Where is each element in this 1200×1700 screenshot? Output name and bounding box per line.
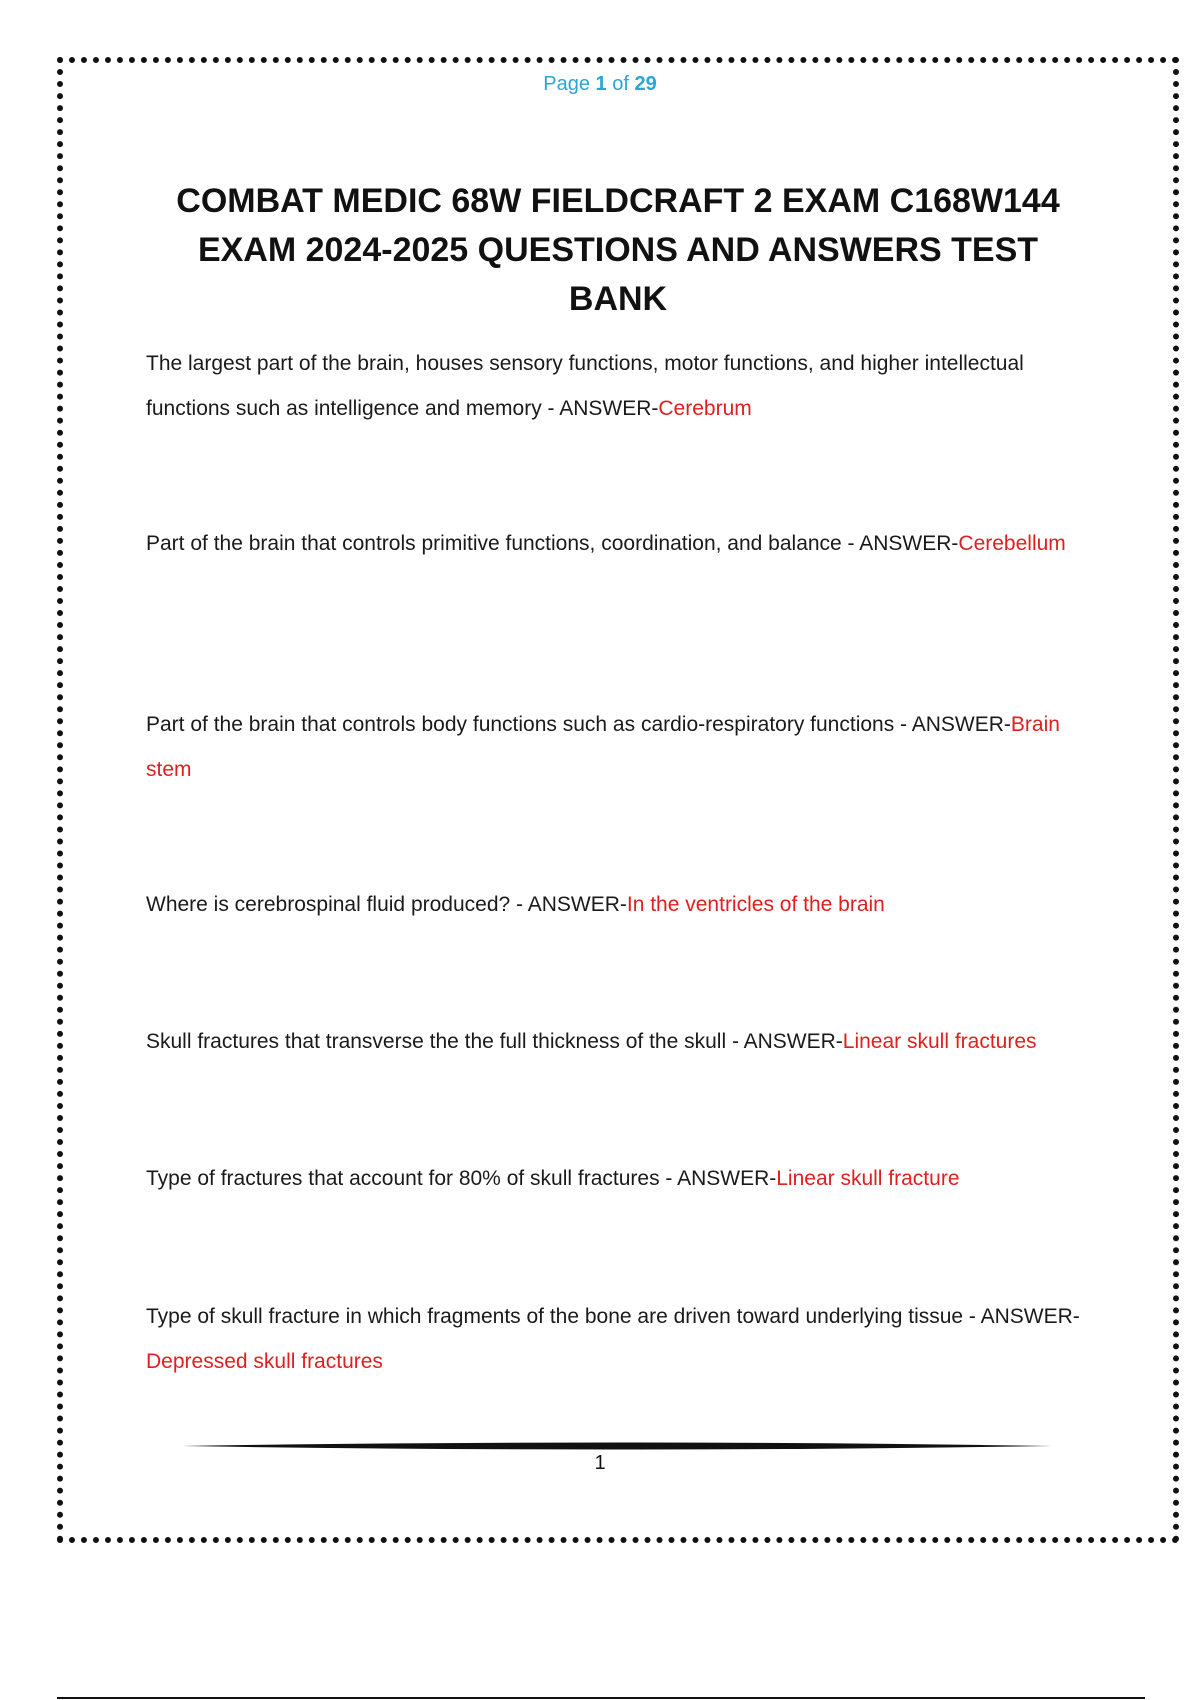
- current-page: 1: [595, 73, 607, 95]
- page-label: Page: [543, 73, 590, 95]
- question-item: [146, 702, 1091, 792]
- question-item: [146, 882, 1091, 927]
- question-answer: Cerebrum: [658, 397, 752, 420]
- next-page-divider: [57, 1697, 1145, 1699]
- document-title: COMBAT MEDIC 68W FIELDCRAFT 2 EXAM C168W144 EXAM 2024-2025 QUESTIONS AND ANSWERS TEST BANK: [176, 182, 1060, 318]
- page-number: 1: [594, 1452, 606, 1474]
- total-pages: 29: [634, 73, 657, 95]
- footer-divider: [182, 1440, 1052, 1452]
- question-answer: Brain stem: [146, 713, 1060, 781]
- question-item: [146, 1294, 1091, 1384]
- of-label: of: [612, 73, 629, 95]
- question-answer: Linear skull fractures: [842, 1030, 1037, 1053]
- question-prompt: Type of fractures that account for 80% of skull fractures - ANSWER-: [146, 1167, 777, 1190]
- question-prompt: Part of the brain that controls body functions such as cardio-respiratory functions - ANSWER-: [146, 713, 1011, 736]
- question-item: [146, 1019, 1091, 1064]
- page-indicator: [0, 73, 1200, 96]
- question-answer: Depressed skull fractures: [146, 1350, 383, 1373]
- question-prompt: Part of the brain that controls primitive functions, coordination, and balance - ANSWER-: [146, 532, 959, 555]
- question-item: [146, 521, 1091, 566]
- question-answer: Linear skull fracture: [776, 1167, 960, 1190]
- question-item: [146, 341, 1091, 431]
- question-prompt: Skull fractures that transverse the the full thickness of the skull - ANSWER-: [146, 1030, 843, 1053]
- question-answer: In the ventricles of the brain: [626, 893, 885, 916]
- question-prompt: Type of skull fracture in which fragments of the bone are driven toward underlying tissue - ANSWER-: [146, 1305, 1080, 1328]
- question-answer: Cerebellum: [958, 532, 1066, 555]
- question-prompt: Where is cerebrospinal fluid produced? - ANSWER-: [146, 893, 627, 916]
- question-item: [146, 1156, 1091, 1201]
- question-prompt: The largest part of the brain, houses sensory functions, motor functions, and higher intellectual functions such as intelligence and memory - ANSWER-: [146, 352, 1024, 420]
